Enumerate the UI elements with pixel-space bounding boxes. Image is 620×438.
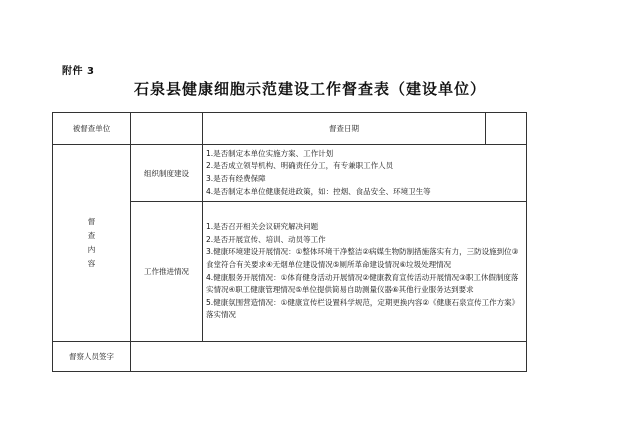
header-row [53,113,527,145]
list-item: 4.是否制定本单位健康促进政策，如：控烟、食品安全、环境卫生等 [206,186,431,196]
signature-row [53,342,527,372]
content-label-cell [53,145,131,342]
list-item: 3.健康环境建设开展情况：①整体环境干净整洁②病媒生物防制措施落实有力，三防设施到位③食堂符合有关要求④无烟单位建设情况⑤厕所革命建设情况⑥垃圾处理情况 [206,247,519,269]
unit-value-cell[interactable] [131,113,203,145]
list-item: 2.是否成立领导机构、明确责任分工，有专兼职工作人员 [206,161,394,171]
section-items-org [203,145,527,202]
section-row-org [53,145,527,202]
content-label: 督查内容 [87,217,96,268]
supervision-table [52,112,527,372]
signature-label-cell: 督察人员签字 [53,342,131,372]
document-title: 石泉县健康细胞示范建设工作督查表（建设单位） [133,80,486,98]
section-items-work [203,202,527,342]
list-item: 4.健康服务开展情况：①体育健身活动开展情况②健康教育宣传活动开展情况③职工休假制度落实情况④职工健康管理情况⑤单位提供简易自助测量仪器⑥其他行业服务达到要求 [206,272,519,295]
signature-value-cell[interactable] [131,342,527,372]
unit-label-cell: 被督查单位 [53,113,131,145]
list-item: 3.是否有经费保障 [206,174,266,183]
list-item: 1.是否召开相关会议研究解决问题 [206,222,319,232]
list-item: 1.是否制定本单位实施方案、工作计划 [206,148,334,158]
list-item: 5.健康氛围营造情况：①健康宣传栏设置科学规范，定期更换内容②《健康石泉宣传工作方案》落实情况 [206,297,520,320]
attachment-label: 附件 3 [62,66,95,77]
date-label-cell: 督查日期 [203,113,486,145]
section-name-work: 工作推进情况 [131,202,203,342]
section-name-org: 组织制度建设 [131,145,203,202]
date-value-cell[interactable] [486,113,527,145]
list-item: 2.是否开展宣传、培训、动员等工作 [206,234,326,244]
